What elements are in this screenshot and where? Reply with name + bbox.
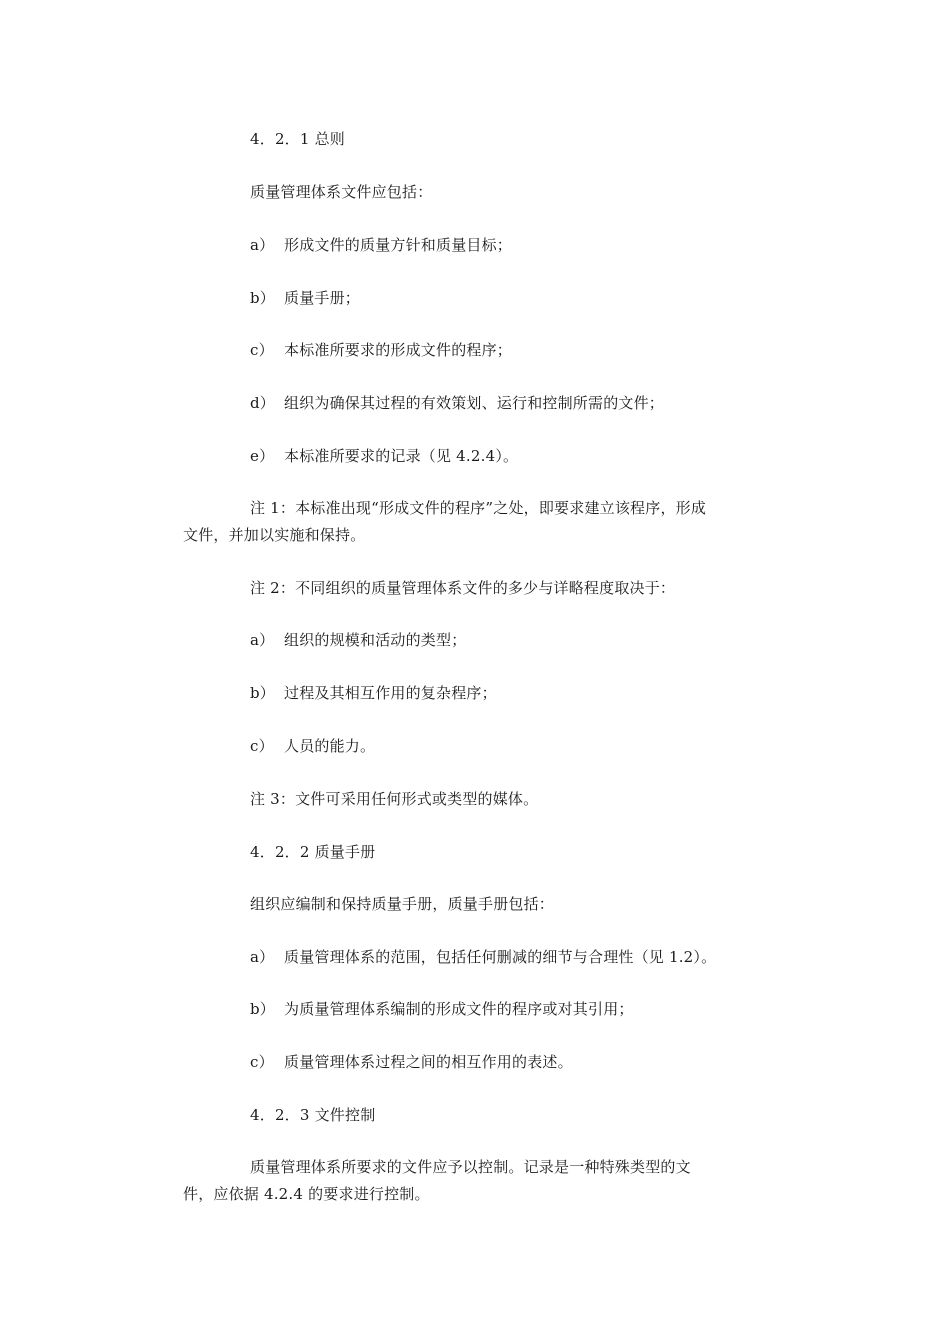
list-item bbox=[250, 736, 375, 756]
list-item bbox=[250, 288, 360, 308]
list-item-text: 形成文件的质量方针和质量目标； bbox=[284, 236, 513, 254]
section-body-4-2-3-line-1: 质量管理体系所要求的文件应予以控制。记录是一种特殊类型的文 bbox=[250, 1158, 691, 1176]
note-2: 注 2：不同组织的质量管理体系文件的多少与详略程度取决于： bbox=[250, 579, 676, 597]
list-item-text: 质量手册； bbox=[284, 289, 361, 307]
section-heading-4-2-2: 4．2．2 质量手册 bbox=[250, 843, 376, 861]
list-marker: c） bbox=[250, 341, 274, 359]
list-item-text: 本标准所要求的记录（见 4.2.4）。 bbox=[284, 447, 519, 465]
list-item-text: 组织的规模和活动的类型； bbox=[284, 631, 467, 649]
list-item bbox=[250, 1052, 573, 1072]
list-marker: b） bbox=[250, 684, 276, 702]
list-item bbox=[250, 683, 497, 703]
list-item bbox=[250, 947, 716, 967]
list-item bbox=[250, 446, 518, 466]
list-item-text: 质量管理体系过程之间的相互作用的表述。 bbox=[284, 1053, 573, 1071]
section-intro-4-2-1: 质量管理体系文件应包括： bbox=[250, 183, 433, 201]
list-marker: d） bbox=[250, 394, 276, 412]
note-1-line-2: 文件，并加以实施和保持。 bbox=[183, 526, 366, 544]
section-body-4-2-3-line-2: 件，应依据 4.2.4 的要求进行控制。 bbox=[183, 1185, 430, 1203]
list-marker: c） bbox=[250, 737, 274, 755]
list-item-text: 质量管理体系的范围，包括任何删减的细节与合理性（见 1.2）。 bbox=[284, 948, 717, 966]
list-marker: a） bbox=[250, 948, 275, 966]
list-item bbox=[250, 235, 512, 255]
list-marker: b） bbox=[250, 1000, 276, 1018]
section-heading-4-2-1: 4．2．1 总则 bbox=[250, 130, 345, 148]
list-item-text: 过程及其相互作用的复杂程序； bbox=[284, 684, 497, 702]
note-3: 注 3：文件可采用任何形式或类型的媒体。 bbox=[250, 790, 539, 808]
list-item bbox=[250, 340, 512, 360]
list-item-text: 人员的能力。 bbox=[284, 737, 376, 755]
note-1-line-1: 注 1：本标准出现“形成文件的程序”之处，即要求建立该程序，形成 bbox=[250, 499, 707, 517]
section-intro-4-2-2: 组织应编制和保持质量手册，质量手册包括： bbox=[250, 895, 555, 913]
section-heading-4-2-3: 4．2．3 文件控制 bbox=[250, 1106, 376, 1124]
list-item bbox=[250, 393, 664, 413]
list-item-text: 组织为确保其过程的有效策划、运行和控制所需的文件； bbox=[284, 394, 665, 412]
list-item bbox=[250, 630, 466, 650]
list-marker: c） bbox=[250, 1053, 274, 1071]
list-marker: e） bbox=[250, 447, 275, 465]
list-item bbox=[250, 999, 634, 1019]
list-marker: a） bbox=[250, 631, 275, 649]
list-item-text: 为质量管理体系编制的形成文件的程序或对其引用； bbox=[284, 1000, 634, 1018]
list-item-text: 本标准所要求的形成文件的程序； bbox=[284, 341, 513, 359]
list-marker: a） bbox=[250, 236, 275, 254]
list-marker: b） bbox=[250, 289, 276, 307]
